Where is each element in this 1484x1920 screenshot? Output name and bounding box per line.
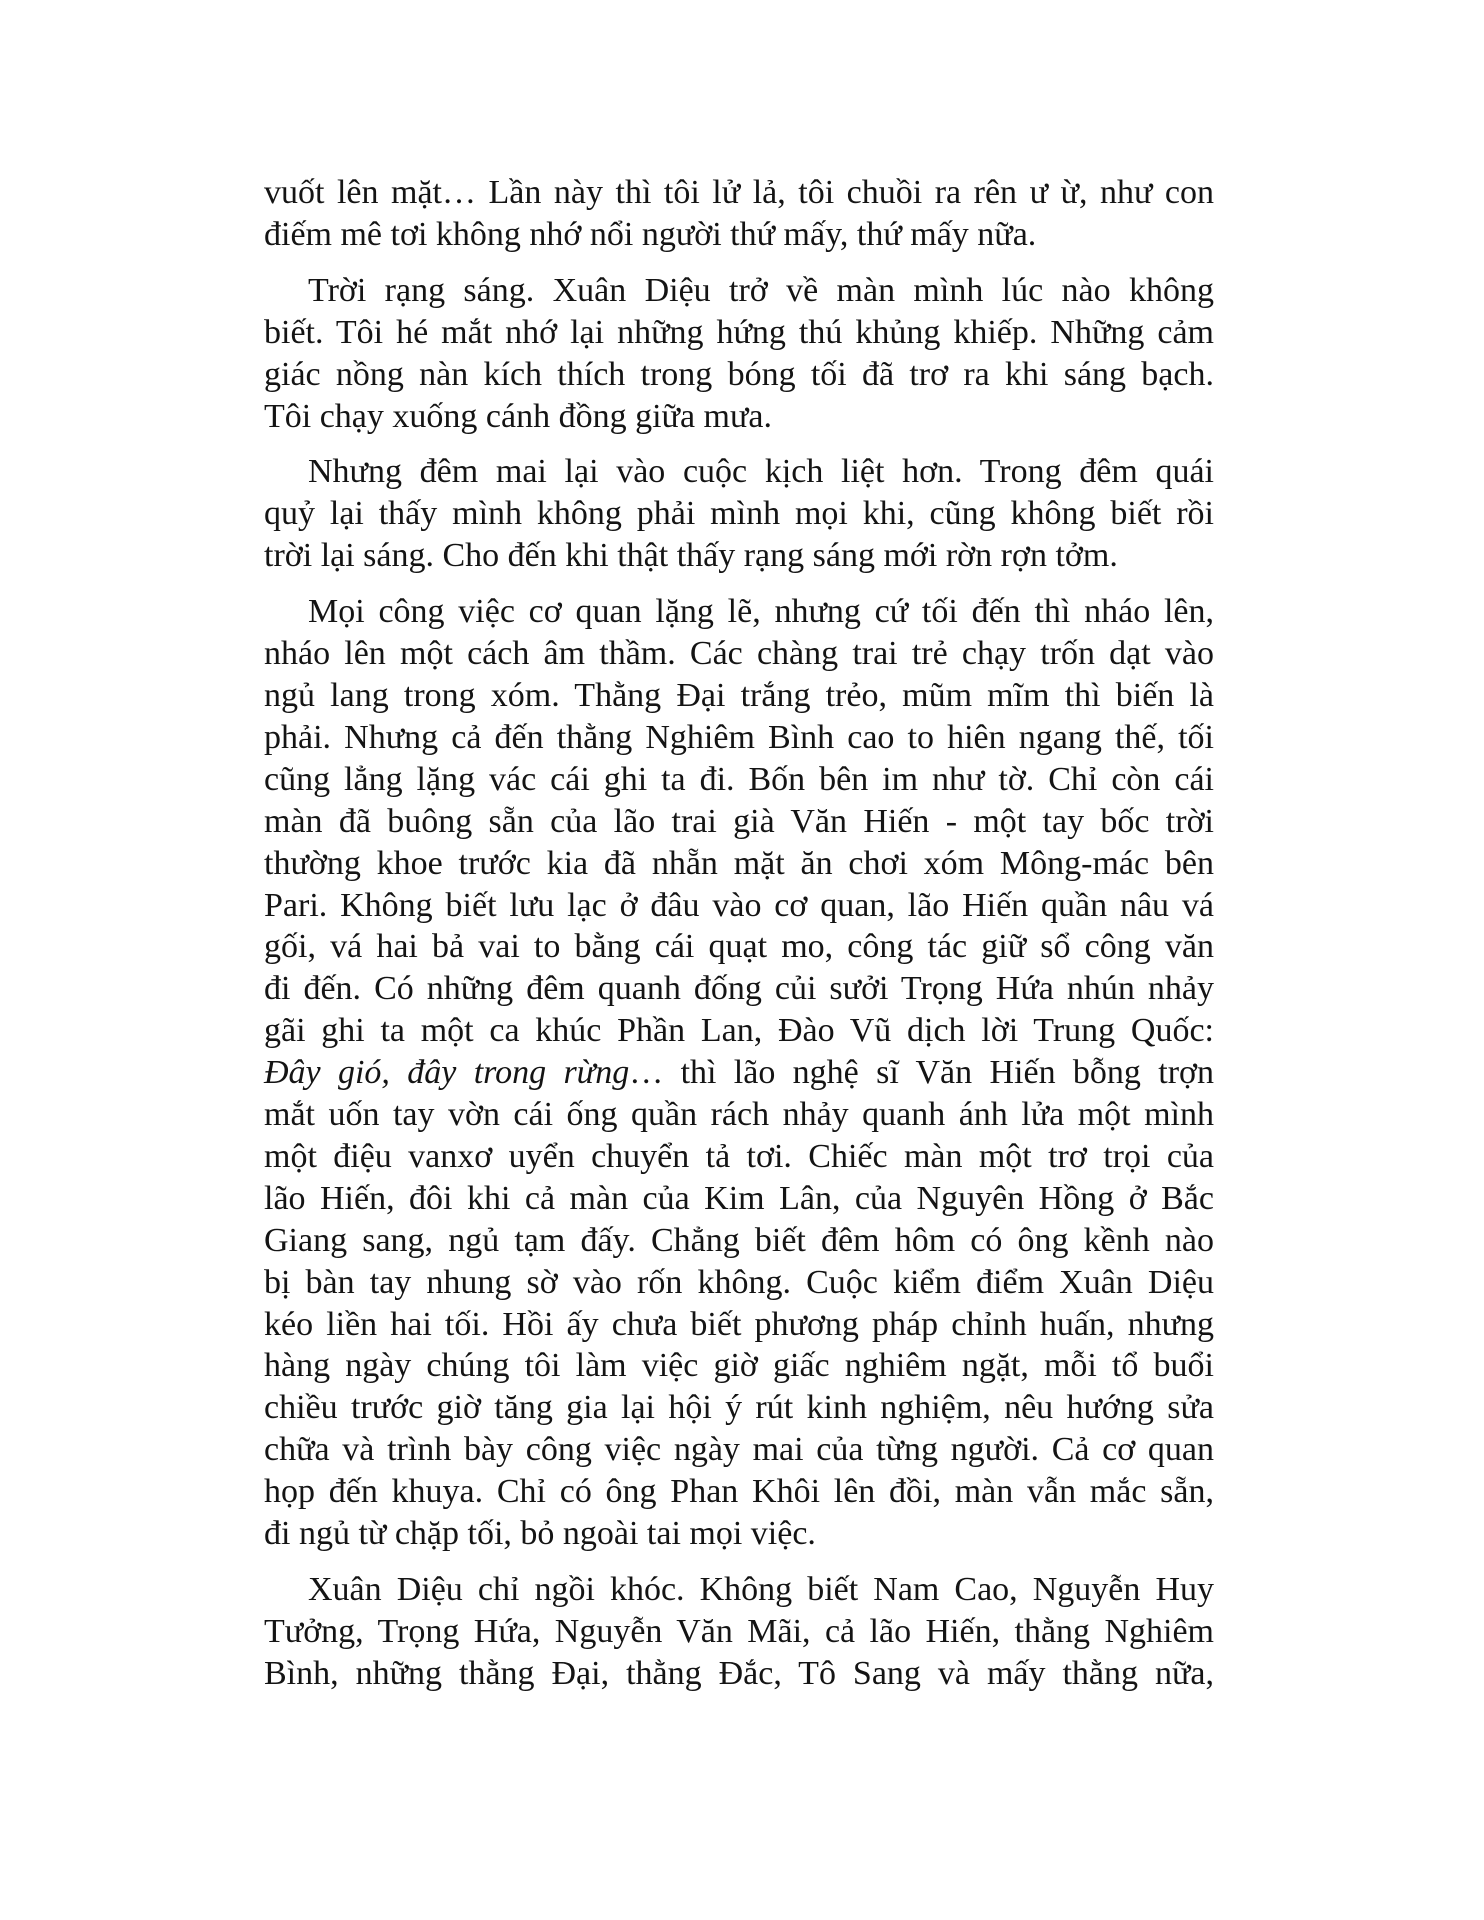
text-line: bị bàn tay nhung sờ vào rốn không. Cuộc kiểm điểm Xuân Diệu — [264, 1263, 1214, 1301]
text-line-with-italic — [264, 1052, 1214, 1094]
text-line: Nhưng đêm mai lại vào cuộc kịch liệt hơn. Trong đêm quái — [308, 453, 1214, 491]
text-line: giác nồng nàn kích thích trong bóng tối đã trơ ra khi sáng bạch. — [264, 355, 1214, 393]
paragraph-5 — [264, 1569, 1214, 1695]
text-line: cũng lẳng lặng vác cái ghi ta đi. Bốn bên im như tờ. Chỉ còn cái — [264, 760, 1214, 798]
text-line: Pari. Không biết lưu lạc ở đâu vào cơ quan, lão Hiến quần nâu vá — [264, 886, 1214, 924]
text-line: điếm mê tơi không nhớ nổi người thứ mấy, thứ mấy nữa. — [264, 215, 1037, 253]
text-line: đi ngủ từ chặp tối, bỏ ngoài tai mọi việc. — [264, 1515, 816, 1553]
paragraph-1 — [264, 172, 1214, 256]
paragraph-3 — [264, 451, 1214, 577]
text-line: Trời rạng sáng. Xuân Diệu trở về màn mình lúc nào không — [308, 271, 1214, 309]
text-line: vuốt lên mặt… Lần này thì tôi lử lả, tôi chuồi ra rên ư ừ, như con — [264, 174, 1214, 211]
text-line: quỷ lại thấy mình không phải mình mọi khi, cũng không biết rồi — [264, 495, 1214, 533]
book-page — [264, 172, 1214, 1709]
text-line: Tưởng, Trọng Hứa, Nguyễn Văn Mãi, cả lão Hiến, thằng Nghiêm — [264, 1612, 1214, 1650]
text-line: Mọi công việc cơ quan lặng lẽ, nhưng cứ tối đến thì nháo lên, — [308, 593, 1214, 631]
paragraph-4 — [264, 591, 1214, 1555]
text-line: gãi ghi ta một ca khúc Phần Lan, Đào Vũ dịch lời Trung Quốc: — [264, 1012, 1214, 1050]
text-line: Tôi chạy xuống cánh đồng giữa mưa. — [264, 397, 773, 435]
text-line: họp đến khuya. Chỉ có ông Phan Khôi lên đồi, màn vẫn mắc sẵn, — [264, 1473, 1214, 1511]
text-line: trời lại sáng. Cho đến khi thật thấy rạng sáng mới rờn rợn tởm. — [264, 537, 1118, 575]
text-line: một điệu vanxơ uyển chuyển tả tơi. Chiếc màn một trơ trọi của — [264, 1137, 1214, 1175]
paragraph-2 — [264, 270, 1214, 438]
text-line: Xuân Diệu chỉ ngồi khóc. Không biết Nam Cao, Nguyễn Huy — [308, 1571, 1214, 1608]
text-fragment: … thì lão nghệ sĩ Văn Hiến bỗng trợn — [629, 1054, 1214, 1092]
italic-song-title: Đây gió, đây trong rừng — [264, 1054, 630, 1092]
text-line: chữa và trình bày công việc ngày mai của từng người. Cả cơ quan — [264, 1431, 1214, 1469]
text-line: phải. Nhưng cả đến thằng Nghiêm Bình cao to hiên ngang thế, tối — [264, 718, 1214, 756]
text-line: chiều trước giờ tăng gia lại hội ý rút kinh nghiệm, nêu hướng sửa — [264, 1389, 1214, 1427]
text-line: biết. Tôi hé mắt nhớ lại những hứng thú khủng khiếp. Những cảm — [264, 313, 1214, 351]
text-line: thường khoe trước kia đã nhẵn mặt ăn chơi xóm Mông-mác bên — [264, 844, 1214, 882]
text-line: đi đến. Có những đêm quanh đống củi sưởi Trọng Hứa nhún nhảy — [264, 970, 1214, 1008]
text-line: nháo lên một cách âm thầm. Các chàng trai trẻ chạy trốn dạt vào — [264, 635, 1214, 673]
text-line: Giang sang, ngủ tạm đấy. Chẳng biết đêm hôm có ông kềnh nào — [264, 1221, 1214, 1259]
text-line: kéo liền hai tối. Hồi ấy chưa biết phương pháp chỉnh huấn, nhưng — [264, 1305, 1214, 1343]
text-line: gối, vá hai bả vai to bằng cái quạt mo, công tác giữ sổ công văn — [264, 928, 1214, 966]
text-line: lão Hiến, đôi khi cả màn của Kim Lân, của Nguyên Hồng ở Bắc — [264, 1179, 1214, 1217]
text-line: ngủ lang trong xóm. Thằng Đại trắng trẻo, mũm mĩm thì biến là — [264, 676, 1214, 714]
text-line: mắt uốn tay vờn cái ống quần rách nhảy quanh ánh lửa một mình — [264, 1096, 1214, 1134]
text-line: Bình, những thằng Đại, thằng Đắc, Tô Sang và mấy thằng nữa, — [264, 1654, 1214, 1692]
text-line: màn đã buông sẵn của lão trai già Văn Hiến - một tay bốc trời — [264, 802, 1214, 840]
text-line: hàng ngày chúng tôi làm việc giờ giấc nghiêm ngặt, mỗi tổ buổi — [264, 1347, 1214, 1385]
